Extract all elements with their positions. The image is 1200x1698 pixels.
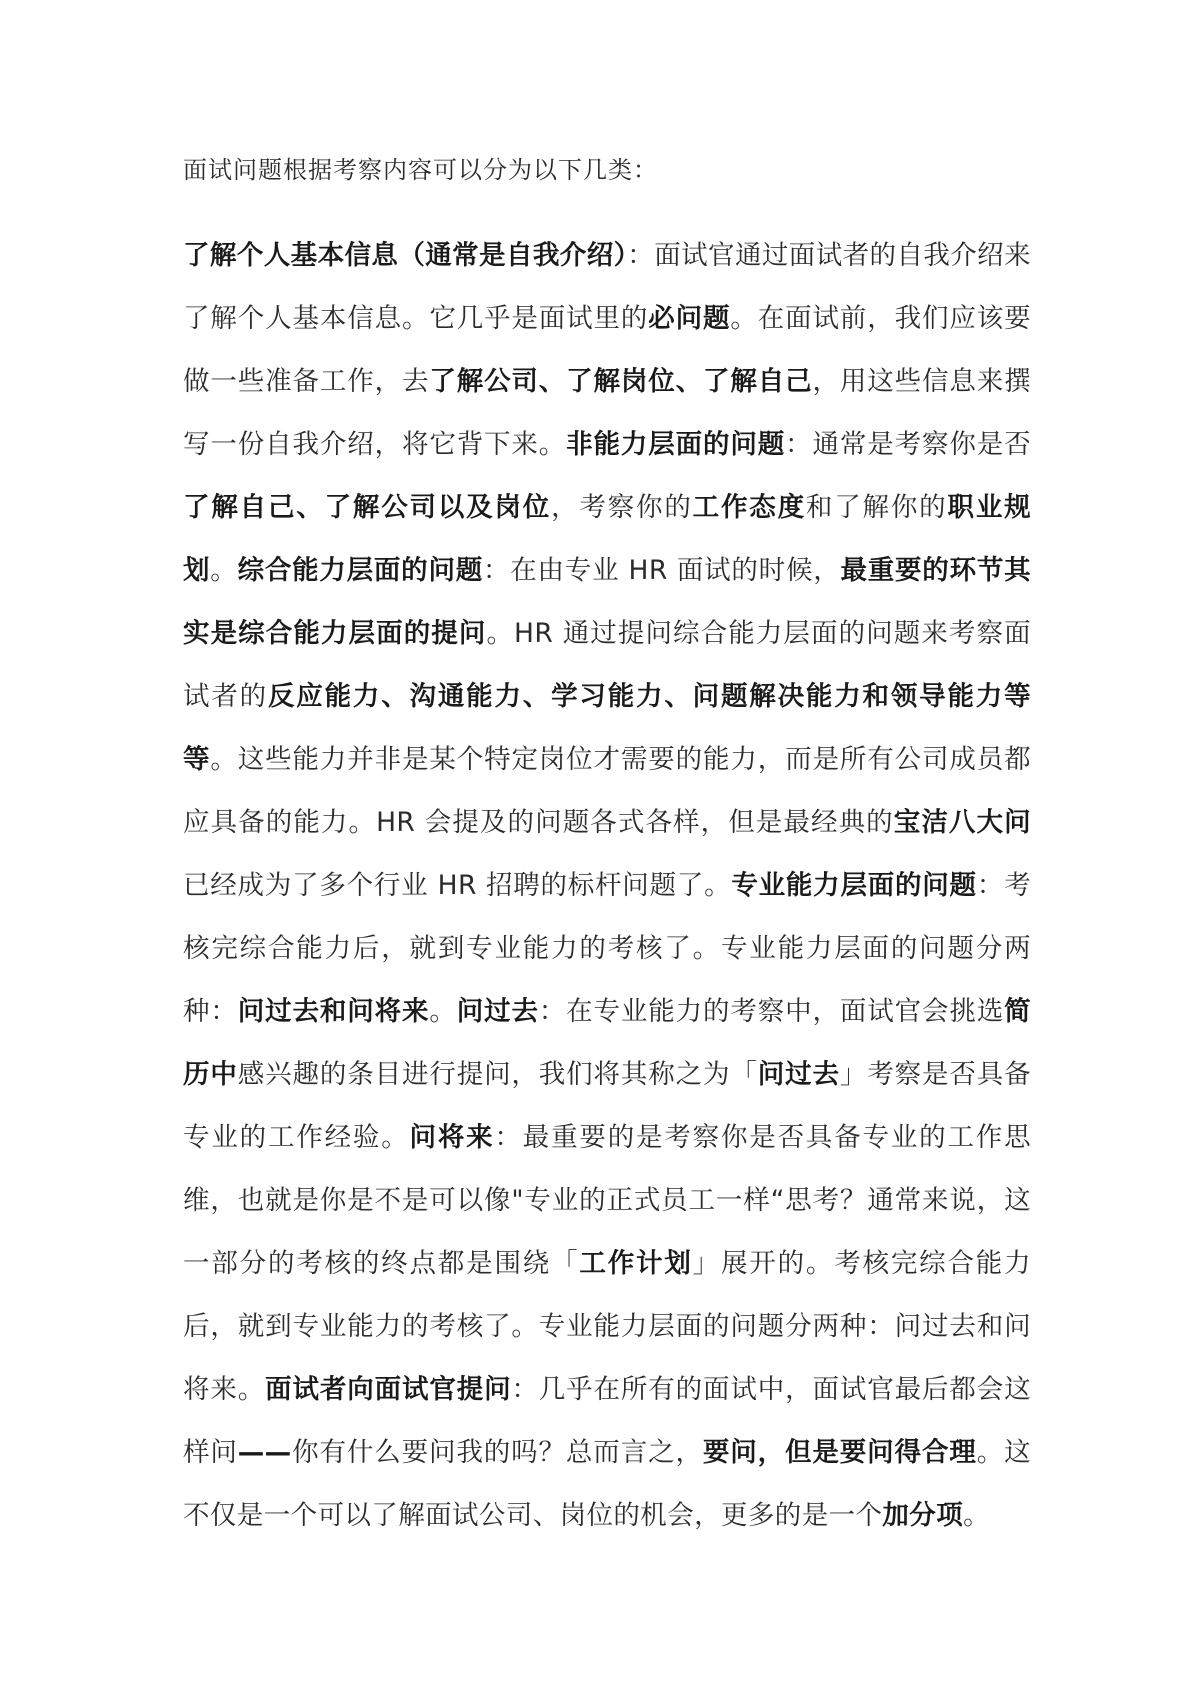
bold-text-run: 职业规划 [183,492,1032,586]
text-run: ：面试官通过面试者的自我介绍来了解个人基本信息。它几乎是面试里的 [183,240,1031,334]
bold-text-run: 非能力层面的问题 [566,429,786,460]
bold-text-run: 面试者向面试官提问 [265,1374,512,1405]
bold-text-run: 问过去和问将来 [237,996,430,1027]
text-run: 你有什么要问我的吗？总而言之， [291,1437,703,1468]
bold-text-run: 工作计划 [579,1248,693,1279]
text-run: ：考核完综合能力后，就到专业能力的考核了。专业能力层面的问题分两种： [183,870,1031,1027]
bold-text-run: 工作态度 [692,492,806,523]
text-run: ：在由专业 HR 面试的时候， [483,555,841,586]
bold-text-run: —— [237,1437,292,1468]
bold-text-run: 综合能力层面的问题 [237,555,483,586]
bold-text-run: 简历中 [183,996,1031,1090]
bold-text-run: 反应能力、沟通能力、学习能力、问题解决能力和领导能力等等 [183,681,1031,775]
text-run: 。在面试前，我们应该要做一些准备工作，去 [183,303,1031,397]
text-run: 。这些能力并非是某个特定岗位才需要的能力，而是所有公司成员都应具备的能力。HR 会提及的问题各式各样，但是最经典的 [183,744,1031,838]
bold-text-run: 宝洁八大问 [893,807,1031,838]
text-run: ，考察你的 [551,492,693,523]
text-run: 和了解你的 [805,492,948,523]
text-run: 。 [210,555,238,586]
bold-text-run: 问过去 [757,1059,840,1090]
bold-text-run: 要问，但是要问得合理 [702,1437,977,1468]
intro-line: 面试问题根据考察内容可以分为以下几类： [183,156,658,184]
text-run: 已经成为了多个行业 HR 招聘的标杆问题了。 [183,870,732,901]
text-run: 。这不仅是一个可以了解面试公司、岗位的机会，更多的是一个 [183,1437,1032,1531]
text-run: ：通常是考察你是否 [785,429,1031,460]
bold-text-run: 必问题 [648,303,731,334]
bold-text-run: 加分项 [882,1500,964,1531]
text-run: 。HR 通过提问综合能力层面的问题来考察面试者的 [183,618,1031,712]
bold-text-run: 问过去 [456,996,539,1027]
bold-text-run: 最重要的环节其实是综合能力层面的提问 [183,555,1032,649]
body-paragraph [183,224,1031,1547]
bold-text-run: 了解个人基本信息（通常是自我介绍） [183,240,628,271]
text-run: ：几乎在所有的面试中，面试官最后都会这样问 [183,1374,1031,1468]
text-run: ，用这些信息来撰写一份自我介绍，将它背下来。 [183,366,1031,460]
text-run: 」考察是否具备专业的工作经验。 [183,1059,1031,1153]
bold-text-run: 问将来 [409,1122,495,1153]
bold-text-run: 了解公司、了解岗位、了解自己 [429,366,813,397]
text-run: 。 [429,996,457,1027]
text-run: ：在专业能力的考察中，面试官会挑选 [538,996,1005,1027]
text-run: ：最重要的是考察你是否具备专业的工作思维，也就是你是不是可以像"专业的正式员工一样“思考？通常来说，这一部分的考核的终点都是围绕「 [183,1122,1032,1279]
text-run: 。 [963,1500,991,1531]
bold-text-run: 专业能力层面的问题 [731,870,977,901]
text-run: 感兴趣的条目进行提问，我们将其称之为「 [237,1059,758,1090]
bold-text-run: 了解自己、了解公司以及岗位 [183,492,552,523]
text-run: 」展开的。考核完综合能力后，就到专业能力的考核了。专业能力层面的问题分两种：问过去和问将来。 [183,1248,1031,1405]
